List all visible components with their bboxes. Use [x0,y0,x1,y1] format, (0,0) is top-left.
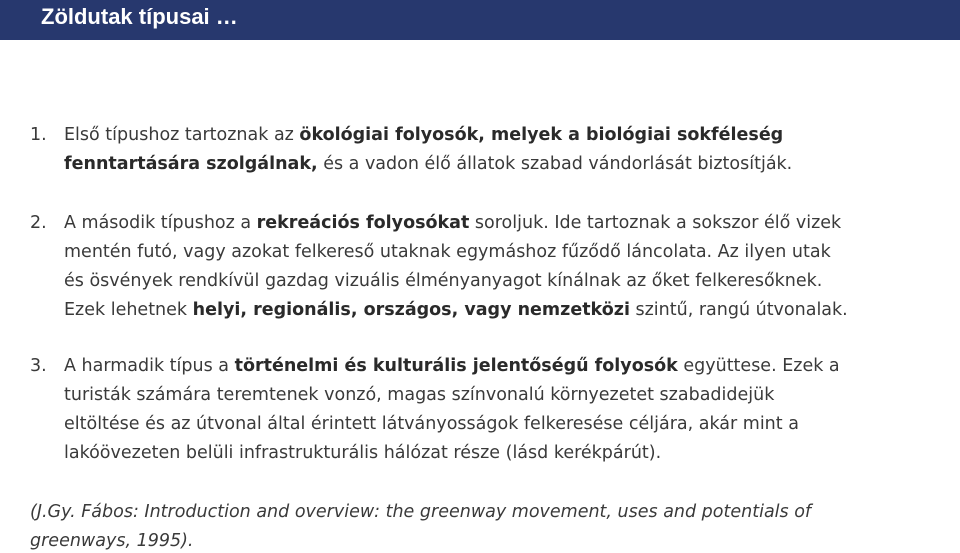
text-segment: lakóövezeten belüli infrastrukturális hálózat része (lásd kerékpárút). [64,443,662,463]
text-segment: mentén futó, vagy azokat felkereső utaknak egymáshoz fűződő láncolata. Az ilyen utak [64,242,831,262]
list-item-line [64,296,924,325]
list-item-text [64,352,924,468]
list-item-line [64,121,924,150]
reference-line: greenways, 1995). [30,531,194,551]
list-item-number: 2. [30,213,47,233]
text-segment: szintű, rangú útvonalak. [629,300,848,320]
text-segment: Első típushoz tartoznak az [64,125,300,145]
text-segment: eltöltése és az útvonal által érintett látványosságok felkeresése céljára, akár mint a [64,414,799,434]
list-item-line [64,238,924,267]
reference-line: (J.Gy. Fábos: Introduction and overview: the greenway movement, uses and potentials of [30,502,812,522]
emphasized-text: rekreációs folyosókat [256,213,470,233]
list-item-line [64,150,924,179]
text-segment: A második típushoz a [64,213,257,233]
emphasized-text: ökológiai folyosók, melyek a biológiai sokféleség [299,125,784,145]
list-item-line [64,439,924,468]
list-item-number: 1. [30,125,47,145]
slide-title: Zöldutak típusai … [41,4,238,29]
text-segment: Ezek lehetnek [64,300,193,320]
list-item-line [64,410,924,439]
list-item-line [64,209,924,238]
list-item-number: 3. [30,356,47,376]
list-item-text [64,121,924,179]
list-item-line [64,352,924,381]
emphasized-text: történelmi és kulturális jelentőségű folyosók [234,356,678,376]
emphasized-text: fenntartására szolgálnak, [64,154,318,174]
text-segment: és ösvények rendkívül gazdag vizuális élményanyagot kínálnak az őket felkeresőknek. [64,271,823,291]
title-bar [0,0,960,40]
list-item-line [64,381,924,410]
list-item-line [64,267,924,296]
emphasized-text: helyi, regionális, országos, vagy nemzetközi [192,300,630,320]
text-segment: együttese. Ezek a [677,356,840,376]
list-item-text [64,209,924,325]
text-segment: és a vadon élő állatok szabad vándorlását biztosítják. [317,154,793,174]
text-segment: A harmadik típus a [64,356,235,376]
text-segment: soroljuk. Ide tartoznak a sokszor élő vizek [469,213,842,233]
reference-citation [30,498,930,553]
text-segment: turisták számára teremtenek vonzó, magas színvonalú környezetet szabadidejük [64,385,775,405]
